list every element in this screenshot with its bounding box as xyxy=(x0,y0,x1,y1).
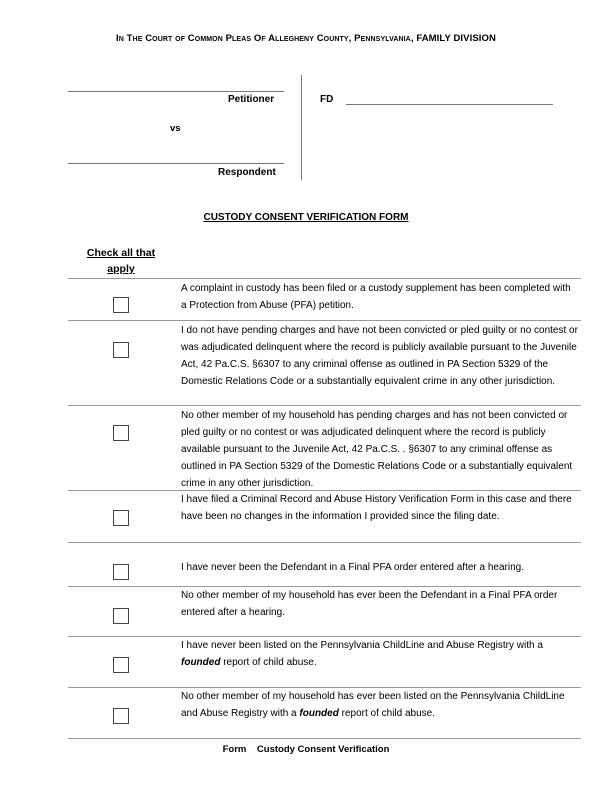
court-division: FAMILY DIVISION xyxy=(416,33,496,44)
verification-statement xyxy=(181,688,579,722)
statement-text-end: report of child abuse. xyxy=(338,708,436,719)
footer xyxy=(0,744,612,755)
table-row xyxy=(68,278,581,321)
table-row xyxy=(68,490,581,543)
vs-label: vs xyxy=(170,123,181,134)
verification-statement: I have filed a Criminal Record and Abuse History Verification Form in this case and there have been no changes in the information I provided since the filing date. xyxy=(181,494,572,522)
table-row xyxy=(68,320,581,406)
checkbox[interactable] xyxy=(113,297,129,313)
table-bottom-rule xyxy=(68,738,581,739)
checkbox[interactable] xyxy=(113,608,129,624)
footer-form-name: Custody Consent Verification xyxy=(256,744,390,755)
respondent-label: Respondent xyxy=(218,167,276,178)
statement-text-end: report of child abuse. xyxy=(220,657,317,668)
verification-statement: No other member of my household has pending charges and has not been convicted or pled guilty or no contest or was adjudicated delinquent where the record is publicly available pursuant to the Juvenile Act, 42 Pa.C.S. . §6307 to any criminal offense as outlined in PA Section 5329 of the Domestic Relations Code or a substantially equivalent crime in any other jurisdiction. xyxy=(181,410,573,489)
checkbox[interactable] xyxy=(113,342,129,358)
statement-text-start: No other member of my household has ever been listed on the Pennsylvania ChildLine and Abuse Registry with a xyxy=(181,691,565,719)
fd-label: FD xyxy=(320,94,334,105)
verification-statement: A complaint in custody has been filed or a custody supplement has been completed with a Protection from Abuse (PFA) petition. xyxy=(181,283,571,311)
form-title: CUSTODY CONSENT VERIFICATION FORM xyxy=(203,212,409,223)
verification-statement xyxy=(181,637,579,671)
fd-number-field[interactable] xyxy=(346,104,553,105)
petitioner-signature-line[interactable] xyxy=(68,91,284,92)
respondent-signature-line[interactable] xyxy=(68,163,284,164)
petitioner-label: Petitioner xyxy=(228,94,275,105)
table-row xyxy=(68,405,581,491)
footer-form-label: Form xyxy=(222,744,247,755)
checkbox[interactable] xyxy=(113,564,129,580)
court-heading xyxy=(0,33,612,44)
checkbox[interactable] xyxy=(113,708,129,724)
statement-text-start: I have never been listed on the Pennsylvania ChildLine and Abuse Registry with a xyxy=(181,640,543,651)
verification-statement: No other member of my household has ever been the Defendant in a Final PFA order entered after a hearing. xyxy=(181,590,558,618)
verification-statement: I have never been the Defendant in a Final PFA order entered after a hearing. xyxy=(181,562,525,573)
verification-statement: I do not have pending charges and have not been convicted or pled guilty or no contest or was adjudicated delinquent where the record is publicly available pursuant to the Juvenile Act, 42 Pa.C.S. §6307 to any criminal offense as outlined in PA Section 5329 of the Domestic Relations Code or a substantially equivalent crime in any other jurisdiction. xyxy=(181,325,578,387)
table-row xyxy=(68,542,581,587)
checkbox[interactable] xyxy=(113,657,129,673)
check-all-header xyxy=(80,245,162,277)
checkbox[interactable] xyxy=(113,425,129,441)
check-header-line2: apply xyxy=(107,263,135,275)
statement-emphasis: founded xyxy=(299,708,339,719)
table-row xyxy=(68,687,581,739)
court-name: In The Court of Common Pleas Of Allegheny County, Pennsylvania, xyxy=(116,33,414,44)
check-header-line1: Check all that xyxy=(86,247,156,259)
caption-divider xyxy=(301,75,302,180)
table-row xyxy=(68,636,581,688)
statement-emphasis: founded xyxy=(181,657,221,668)
table-row xyxy=(68,586,581,637)
checkbox[interactable] xyxy=(113,510,129,526)
